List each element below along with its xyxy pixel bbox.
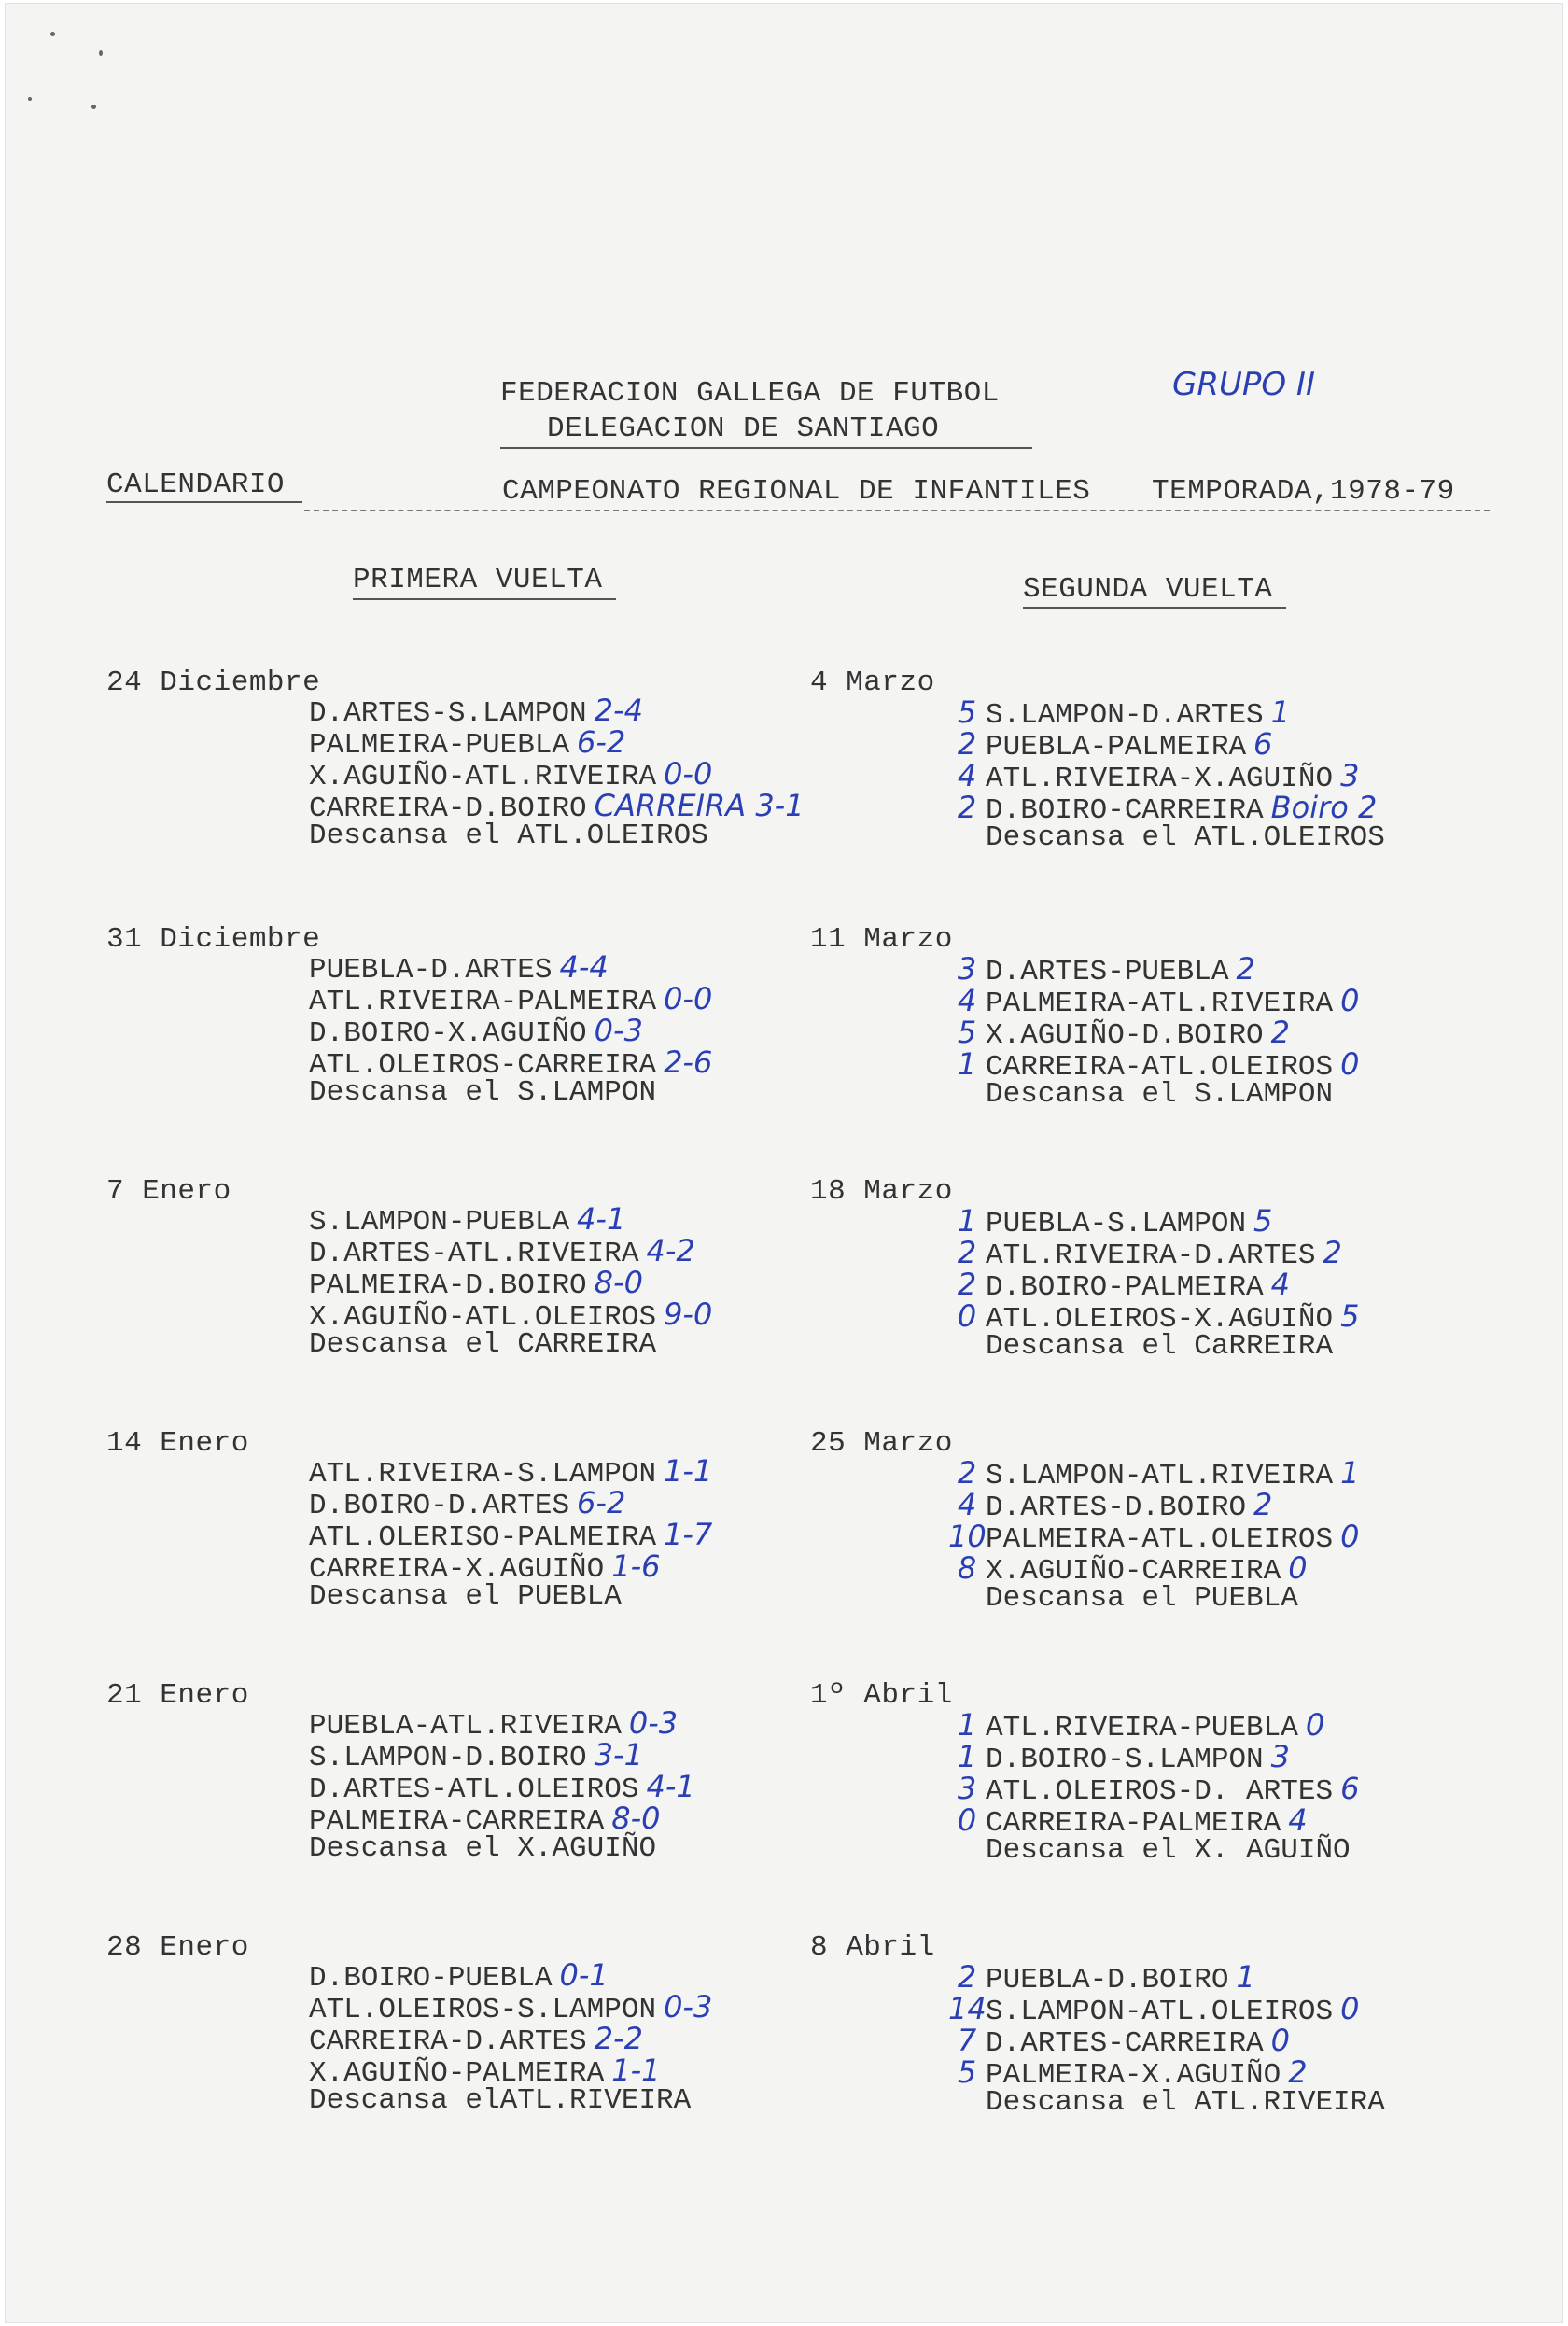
match-score: 1: [1270, 694, 1291, 730]
match-teams: ATL.OLEIROS-X.AGUIÑO: [986, 1303, 1334, 1336]
match-score: 1-7: [664, 1517, 713, 1552]
match-teams: S.LAMPON-ATL.OLEIROS: [986, 1996, 1334, 2028]
match-ranking-note: 2: [957, 1959, 977, 1995]
match-teams: S.LAMPON-D.ARTES: [986, 699, 1264, 732]
match-ranking-note: 7: [957, 2023, 977, 2058]
match-score: 4: [1270, 1267, 1291, 1302]
match-ranking-note: 4: [957, 983, 977, 1018]
match-score: 8-0: [611, 1801, 661, 1836]
match-teams: PUEBLA-PALMEIRA: [986, 731, 1247, 764]
match-ranking-note: 8: [957, 1550, 977, 1586]
round-date: 1º Abril: [810, 1679, 953, 1712]
match-score: CARREIRA 3-1: [594, 788, 805, 823]
rest-team-line: [309, 2084, 691, 2117]
match-score: 1-1: [611, 2053, 661, 2088]
match-score: 0: [1288, 1550, 1308, 1586]
rest-team-text: Descansa el PUEBLA: [309, 1580, 622, 1613]
match-score: 8-0: [594, 1265, 643, 1300]
round-date: 11 Marzo: [810, 923, 953, 956]
first-round-heading: PRIMERA VUELTA: [353, 564, 603, 596]
match-teams: CARREIRA-ATL.OLEIROS: [986, 1051, 1334, 1084]
match-teams: ATL.OLERISO-PALMEIRA: [309, 1521, 657, 1554]
match-score: 1-1: [664, 1453, 713, 1489]
match-ranking-note: 0: [957, 1802, 977, 1838]
match-teams: ATL.RIVEIRA-S.LAMPON: [309, 1458, 657, 1491]
match-teams: S.LAMPON-ATL.RIVEIRA: [986, 1460, 1334, 1492]
match-score: 1: [1236, 1959, 1255, 1995]
match-score: 3: [1270, 1739, 1291, 1774]
match-teams: D.ARTES-D.BOIRO: [986, 1492, 1247, 1524]
match-score: 0: [1340, 1991, 1360, 2026]
rest-team-text: Descansa el ATL.OLEIROS: [986, 821, 1385, 854]
match-teams: CARREIRA-PALMEIRA: [986, 1807, 1281, 1840]
match-ranking-note: 4: [957, 1487, 977, 1522]
match-teams: PALMEIRA-D.BOIRO: [309, 1269, 587, 1302]
first-round-underline: [353, 598, 616, 600]
match-teams: D.ARTES-S.LAMPON: [309, 697, 587, 730]
match-teams: ATL.RIVEIRA-X.AGUIÑO: [986, 763, 1334, 795]
rest-team-text: Descansa el X. AGUIÑO: [986, 1834, 1351, 1867]
match-teams: D.BOIRO-D.ARTES: [309, 1490, 570, 1522]
match-score: 3: [1340, 758, 1360, 793]
match-teams: PUEBLA-S.LAMPON: [986, 1208, 1247, 1240]
match-teams: ATL.OLEIROS-CARREIRA: [309, 1049, 657, 1082]
rest-team-line: [986, 2086, 1385, 2119]
delegation-title: DELEGACION DE SANTIAGO: [547, 413, 940, 445]
match-score: 1: [1340, 1455, 1360, 1491]
rest-team-line: [986, 1330, 1333, 1363]
speck: [50, 32, 55, 36]
season-label: TEMPORADA,1978-79: [1152, 475, 1455, 508]
match-ranking-note: 1: [957, 1739, 977, 1774]
match-ranking-note: 3: [957, 951, 977, 987]
match-score: 0: [1340, 1046, 1360, 1082]
round-date: 14 Enero: [106, 1427, 249, 1460]
speck: [99, 50, 103, 56]
match-ranking-note: 1: [957, 1046, 977, 1082]
round-date: 24 Diciembre: [106, 666, 321, 699]
match-teams: D.BOIRO-CARREIRA: [986, 794, 1264, 827]
match-score: 4: [1288, 1802, 1308, 1838]
match-teams: PALMEIRA-ATL.OLEIROS: [986, 1523, 1334, 1556]
second-round-heading: SEGUNDA VUELTA: [1023, 573, 1273, 606]
rest-team-text: Descansa el PUEBLA: [986, 1582, 1298, 1615]
speck: [28, 97, 32, 101]
match-ranking-note: 5: [957, 694, 977, 730]
match-teams: ATL.RIVEIRA-PUEBLA: [986, 1712, 1298, 1744]
match-teams: CARREIRA-D.ARTES: [309, 2025, 587, 2058]
rest-team-line: [309, 1328, 656, 1361]
match-teams: D.BOIRO-X.AGUIÑO: [309, 1017, 587, 1050]
match-teams: PUEBLA-D.ARTES: [309, 954, 553, 987]
rest-team-line: [986, 821, 1385, 854]
match-teams: X.AGUIÑO-D.BOIRO: [986, 1019, 1264, 1052]
match-score: 0-0: [664, 981, 713, 1016]
match-teams: PALMEIRA-CARREIRA: [309, 1805, 605, 1838]
rest-team-line: [309, 1832, 656, 1865]
second-round-underline: [1023, 607, 1286, 609]
match-teams: PUEBLA-D.BOIRO: [986, 1964, 1229, 1997]
match-teams: S.LAMPON-D.BOIRO: [309, 1742, 587, 1774]
match-teams: CARREIRA-D.BOIRO: [309, 792, 587, 825]
match-ranking-note: 4: [957, 758, 977, 793]
match-score: 6-2: [577, 724, 626, 760]
match-score: 9-0: [664, 1296, 713, 1332]
group-note: GRUPO II: [1172, 366, 1315, 403]
title-dashed-rule: [304, 510, 1490, 511]
match-score: 0-3: [664, 1989, 713, 2025]
round-date: 21 Enero: [106, 1679, 249, 1712]
match-teams: X.AGUIÑO-CARREIRA: [986, 1555, 1281, 1588]
rest-team-text: Descansa el CARREIRA: [309, 1328, 657, 1361]
match-ranking-note: 10: [948, 1519, 987, 1554]
match-score: 3-1: [594, 1737, 643, 1773]
match-ranking-note: 1: [957, 1203, 977, 1239]
round-date: 18 Marzo: [810, 1175, 953, 1208]
match-score: 2: [1288, 2054, 1308, 2090]
match-score: 4-2: [646, 1233, 695, 1268]
match-score: 2-6: [664, 1044, 713, 1080]
speck: [91, 105, 96, 109]
rest-team-text: Descansa el X.AGUIÑO: [309, 1832, 657, 1865]
match-score: 2: [1270, 1015, 1291, 1050]
rest-team-text: Descansa el ATL.RIVEIRA: [986, 2086, 1385, 2119]
match-teams: D.BOIRO-PALMEIRA: [986, 1271, 1264, 1304]
match-score: Boiro 2: [1270, 790, 1378, 825]
match-ranking-note: 2: [957, 1235, 977, 1270]
round-date: 31 Diciembre: [106, 923, 321, 956]
match-ranking-note: 2: [957, 1267, 977, 1302]
match-teams: PALMEIRA-ATL.RIVEIRA: [986, 988, 1334, 1020]
match-teams: PUEBLA-ATL.RIVEIRA: [309, 1710, 622, 1743]
match-score: 6: [1253, 726, 1273, 762]
round-date: 25 Marzo: [810, 1427, 953, 1460]
rest-team-line: [309, 1076, 656, 1109]
match-teams: ATL.OLEIROS-S.LAMPON: [309, 1994, 657, 2026]
rest-team-text: Descansa el S.LAMPON: [986, 1078, 1334, 1111]
match-teams: ATL.RIVEIRA-PALMEIRA: [309, 986, 657, 1018]
match-teams: D.ARTES-ATL.RIVEIRA: [309, 1238, 639, 1270]
match-ranking-note: 3: [957, 1771, 977, 1806]
match-teams: X.AGUIÑO-ATL.OLEIROS: [309, 1301, 657, 1334]
rest-team-line: [986, 1078, 1333, 1111]
match-teams: X.AGUIÑO-ATL.RIVEIRA: [309, 761, 657, 793]
round-date: 8 Abril: [810, 1931, 935, 1964]
match-ranking-note: 1: [957, 1707, 977, 1743]
match-score: 6-2: [577, 1485, 626, 1520]
match-score: 0-3: [628, 1705, 679, 1741]
match-score: 5: [1253, 1203, 1273, 1239]
match-score: 4-1: [646, 1769, 695, 1804]
match-score: 0: [1270, 2023, 1291, 2058]
match-teams: D.ARTES-CARREIRA: [986, 2027, 1264, 2060]
match-score: 0: [1340, 983, 1360, 1018]
match-score: 2: [1236, 951, 1255, 987]
rest-team-text: Descansa el CaRREIRA: [986, 1330, 1334, 1363]
match-score: 2-2: [594, 2021, 643, 2056]
round-date: 7 Enero: [106, 1175, 231, 1208]
match-teams: D.BOIRO-S.LAMPON: [986, 1744, 1264, 1776]
match-score: 2: [1253, 1487, 1273, 1522]
championship-title: CAMPEONATO REGIONAL DE INFANTILES: [502, 475, 1091, 508]
match-score: 4-1: [577, 1201, 626, 1237]
match-ranking-note: 14: [948, 1991, 987, 2026]
match-ranking-note: 0: [957, 1298, 977, 1334]
match-ranking-note: 2: [957, 726, 977, 762]
match-teams: ATL.RIVEIRA-D.ARTES: [986, 1240, 1316, 1272]
match-score: 0-1: [559, 1957, 609, 1993]
rest-team-line: [309, 1580, 622, 1613]
calendar-underline: [106, 501, 302, 503]
match-teams: ATL.OLEIROS-D. ARTES: [986, 1775, 1334, 1808]
match-teams: D.ARTES-PUEBLA: [986, 956, 1229, 988]
match-score: 5: [1340, 1298, 1360, 1334]
match-ranking-note: 2: [957, 1455, 977, 1491]
match-ranking-note: 5: [957, 2054, 977, 2090]
rest-team-text: Descansa elATL.RIVEIRA: [309, 2084, 692, 2117]
match-score: 0-3: [594, 1013, 643, 1048]
header-underline: [500, 447, 1032, 449]
match-teams: PALMEIRA-PUEBLA: [309, 729, 570, 762]
match-score: 6: [1340, 1771, 1360, 1806]
match-teams: S.LAMPON-PUEBLA: [309, 1206, 570, 1239]
rest-team-line: [986, 1834, 1351, 1867]
match-score: 0-0: [664, 756, 713, 792]
match-teams: PALMEIRA-X.AGUIÑO: [986, 2059, 1281, 2092]
match-teams: X.AGUIÑO-PALMEIRA: [309, 2057, 605, 2090]
rest-team-line: [986, 1582, 1298, 1615]
match-score: 2: [1323, 1235, 1342, 1270]
round-date: 28 Enero: [106, 1931, 249, 1964]
match-teams: D.BOIRO-PUEBLA: [309, 1962, 553, 1995]
match-score: 0: [1340, 1519, 1360, 1554]
match-score: 1-6: [611, 1548, 661, 1584]
rest-team-text: Descansa el S.LAMPON: [309, 1076, 657, 1109]
federation-title: FEDERACION GALLEGA DE FUTBOL: [500, 377, 1000, 410]
match-score: 0: [1305, 1707, 1325, 1743]
match-ranking-note: 5: [957, 1015, 977, 1050]
rest-team-line: [309, 820, 708, 852]
match-teams: CARREIRA-X.AGUIÑO: [309, 1553, 605, 1586]
match-score: 2-4: [594, 693, 643, 728]
document-page: [6, 4, 1562, 2322]
match-score: 4-4: [559, 949, 609, 985]
match-ranking-note: 2: [957, 790, 977, 825]
round-date: 4 Marzo: [810, 666, 935, 699]
rest-team-text: Descansa el ATL.OLEIROS: [309, 820, 708, 852]
calendar-label: CALENDARIO: [106, 469, 286, 501]
match-teams: D.ARTES-ATL.OLEIROS: [309, 1773, 639, 1806]
